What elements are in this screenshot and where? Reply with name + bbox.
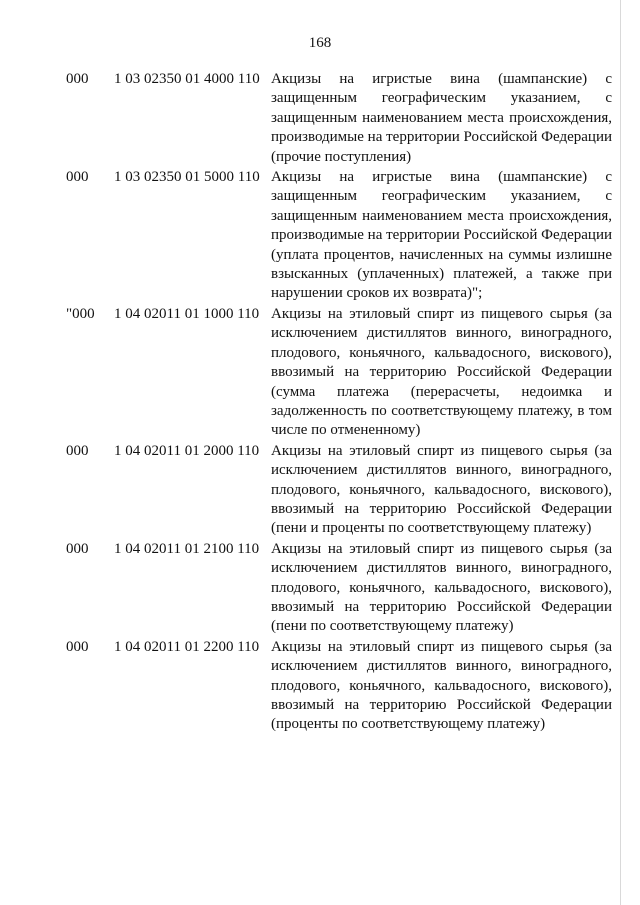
admin-code: 000 [66,442,89,459]
budget-classification-code: 1 04 02011 01 1000 110 [114,305,260,322]
budget-code-list [66,70,612,736]
scan-edge-line [620,0,621,905]
list-item [66,638,612,735]
budget-classification-code: 1 04 02011 01 2000 110 [114,442,260,459]
budget-classification-code: 1 03 02350 01 4000 110 [114,71,260,87]
code-description: Акцизы на этиловый спирт из пищевого сырья (за исключением дистиллятов винного, виноградного, плодового, коньячного, кальвадосного, вискового), ввозимый на территорию Российской Федерации (сумма платежа (перерасчеты, недоимка и задолженность по соответствующему платежу, в том числе по отмененному) [271,305,612,439]
page-number: 168 [308,35,332,51]
list-item [66,442,612,539]
admin-code: "000 [66,305,95,322]
list-item [66,70,612,167]
admin-code: 000 [66,638,89,655]
admin-code: 000 [66,540,89,557]
code-description: Акцизы на игристые вина (шампанские) с защищенным географическим указанием, с защищенным наименованием места происхождения, производимые на территории Российской Федерации (прочие поступления) [271,71,613,165]
list-item [66,168,612,304]
budget-classification-code: 1 04 02011 01 2100 110 [114,540,260,557]
budget-classification-code: 1 03 02350 01 5000 110 [114,169,260,186]
code-description: Акцизы на этиловый спирт из пищевого сырья (за исключением дистиллятов винного, виноградного, плодового, коньячного, кальвадосного, вискового), ввозимый на территорию Российской Федерации (проценты по соответствующему платежу) [271,638,612,733]
list-item [66,540,612,637]
budget-classification-code: 1 04 02011 01 2200 110 [114,638,260,655]
code-description: Акцизы на этиловый спирт из пищевого сырья (за исключением дистиллятов винного, виноградного, плодового, коньячного, кальвадосного, вискового), ввозимый на территорию Российской Федерации (пени и проценты по соответствующему платежу) [271,442,612,537]
admin-code: 000 [66,71,89,87]
admin-code: 000 [66,169,89,186]
code-description: Акцизы на игристые вина (шампанские) с защищенным географическим указанием, с защищенным наименованием места происхождения, производимые на территории Российской Федерации (уплата процентов, начисленных на суммы излишне взысканных (уплаченных) платежей, а также при нарушении сроков их возврата)"; [271,169,613,302]
list-item [66,305,612,441]
code-description: Акцизы на этиловый спирт из пищевого сырья (за исключением дистиллятов винного, виноградного, плодового, коньячного, кальвадосного, вискового), ввозимый на территорию Российской Федерации (пени по соответствующему платежу) [271,540,612,635]
